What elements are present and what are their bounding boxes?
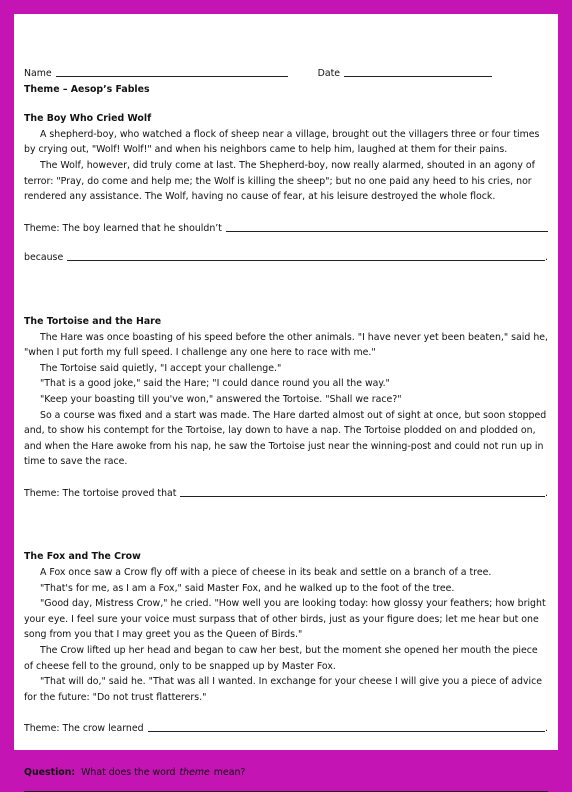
- fable-paragraph: "That's for me, as I am a Fox," said Master Fox, and he walked up to the foot of the tree.: [40, 582, 455, 594]
- fable-paragraph: "Good day, Mistress Crow," he cried. "How well you are looking today: how glossy your feathers; how bright your eye. I feel sure your voice must surpass that of other birds, just as your figure does; let me hear but one song from you that I may greet you as the Queen of Birds.": [24, 598, 546, 641]
- theme-prompt-boy: Theme: The boy learned that he shouldn’t: [24, 222, 222, 234]
- theme-end-period: .: [545, 723, 548, 735]
- theme-answer-blank-tortoise[interactable]: [180, 486, 545, 497]
- fable-paragraph: The Wolf, however, did truly come at last. The Shepherd-boy, now really alarmed, shouted in an agony of terror: "Pray, do come and help me; the Wolf is killing the sheep"; but no one paid any heed to his cries, nor rendered any assistance. The Wolf, having no cause of fear, at his leisure destroyed the whole flock.: [24, 159, 535, 203]
- theme-answer-row-crow: [24, 721, 548, 737]
- fable-paragraph: The Hare was once boasting of his speed before the other animals. "I have never yet been beaten," said he, "when I put forth my full speed. I challenge any one here to race with me.": [24, 331, 549, 359]
- worksheet-page: [14, 14, 558, 778]
- fable-title-boy-wolf: The Boy Who Cried Wolf: [24, 113, 152, 125]
- because-answer-blank[interactable]: [67, 250, 545, 261]
- date-blank[interactable]: [344, 66, 492, 77]
- fable-paragraph: "That is a good joke," said the Hare; "I could dance round you all the way.": [40, 378, 390, 390]
- theme-answer-row-tortoise: [24, 486, 548, 502]
- name-blank[interactable]: [56, 66, 288, 77]
- theme-answer-blank-boy[interactable]: [226, 221, 548, 232]
- question-answer-blank[interactable]: [24, 781, 548, 792]
- question-text-end: mean?: [213, 767, 246, 778]
- because-label: because: [24, 252, 64, 264]
- fable-paragraph: The Crow lifted up her head and began to caw her best, but the moment she opened her mouth the piece of cheese fell to the ground, only to be snapped up by Master Fox.: [24, 645, 538, 672]
- fable-paragraph: The Tortoise said quietly, "I accept your challenge.": [40, 362, 282, 374]
- theme-prompt-crow: Theme: The crow learned: [24, 723, 144, 735]
- fable-paragraph: "That will do," said he. "That was all I wanted. In exchange for your cheese I will give you a piece of advice for the future: "Do not trust flatterers.": [24, 676, 543, 703]
- date-label: Date: [317, 68, 341, 79]
- question-emphasis-word: theme: [179, 767, 210, 778]
- fable-title-tortoise-hare: The Tortoise and the Hare: [24, 315, 162, 327]
- fable-title-fox-crow: The Fox and The Crow: [24, 551, 141, 563]
- theme-answer-row-boy: [24, 221, 548, 237]
- because-answer-row: [24, 250, 548, 266]
- fable-paragraph: "Keep your boasting till you've won," answered the Tortoise. "Shall we race?": [40, 393, 402, 405]
- question-answer-row: [24, 781, 548, 792]
- fable-paragraph: A Fox once saw a Crow fly off with a piece of cheese in its beak and settle on a branch of a tree.: [40, 567, 492, 579]
- name-date-row: [24, 66, 548, 82]
- theme-prompt-tortoise: Theme: The tortoise proved that: [24, 487, 177, 499]
- name-label: Name: [24, 68, 52, 79]
- question-label: Question:: [24, 767, 76, 778]
- worksheet-theme-heading: Theme – Aesop’s Fables: [24, 83, 150, 95]
- because-end-period: .: [545, 252, 548, 264]
- fable-paragraph: So a course was fixed and a start was made. The Hare darted almost out of sight at once, but soon stopped and, to show his contempt for the Tortoise, lay down to have a nap. The Tortoise plodded on and plodded on, and when the Hare awoke from his nap, he saw the Tortoise just near the winning-post and could not run up in time to save the race.: [24, 409, 547, 468]
- theme-end-period: .: [545, 487, 548, 499]
- fable-paragraph: A shepherd-boy, who watched a flock of sheep near a village, brought out the villagers three or four times by crying out, "Wolf! Wolf!" and when his neighbors came to help him, laughed at them for their pains.: [24, 128, 540, 156]
- theme-answer-blank-crow[interactable]: [148, 721, 545, 732]
- question-row: [24, 765, 548, 781]
- question-text: What does the word: [81, 767, 176, 778]
